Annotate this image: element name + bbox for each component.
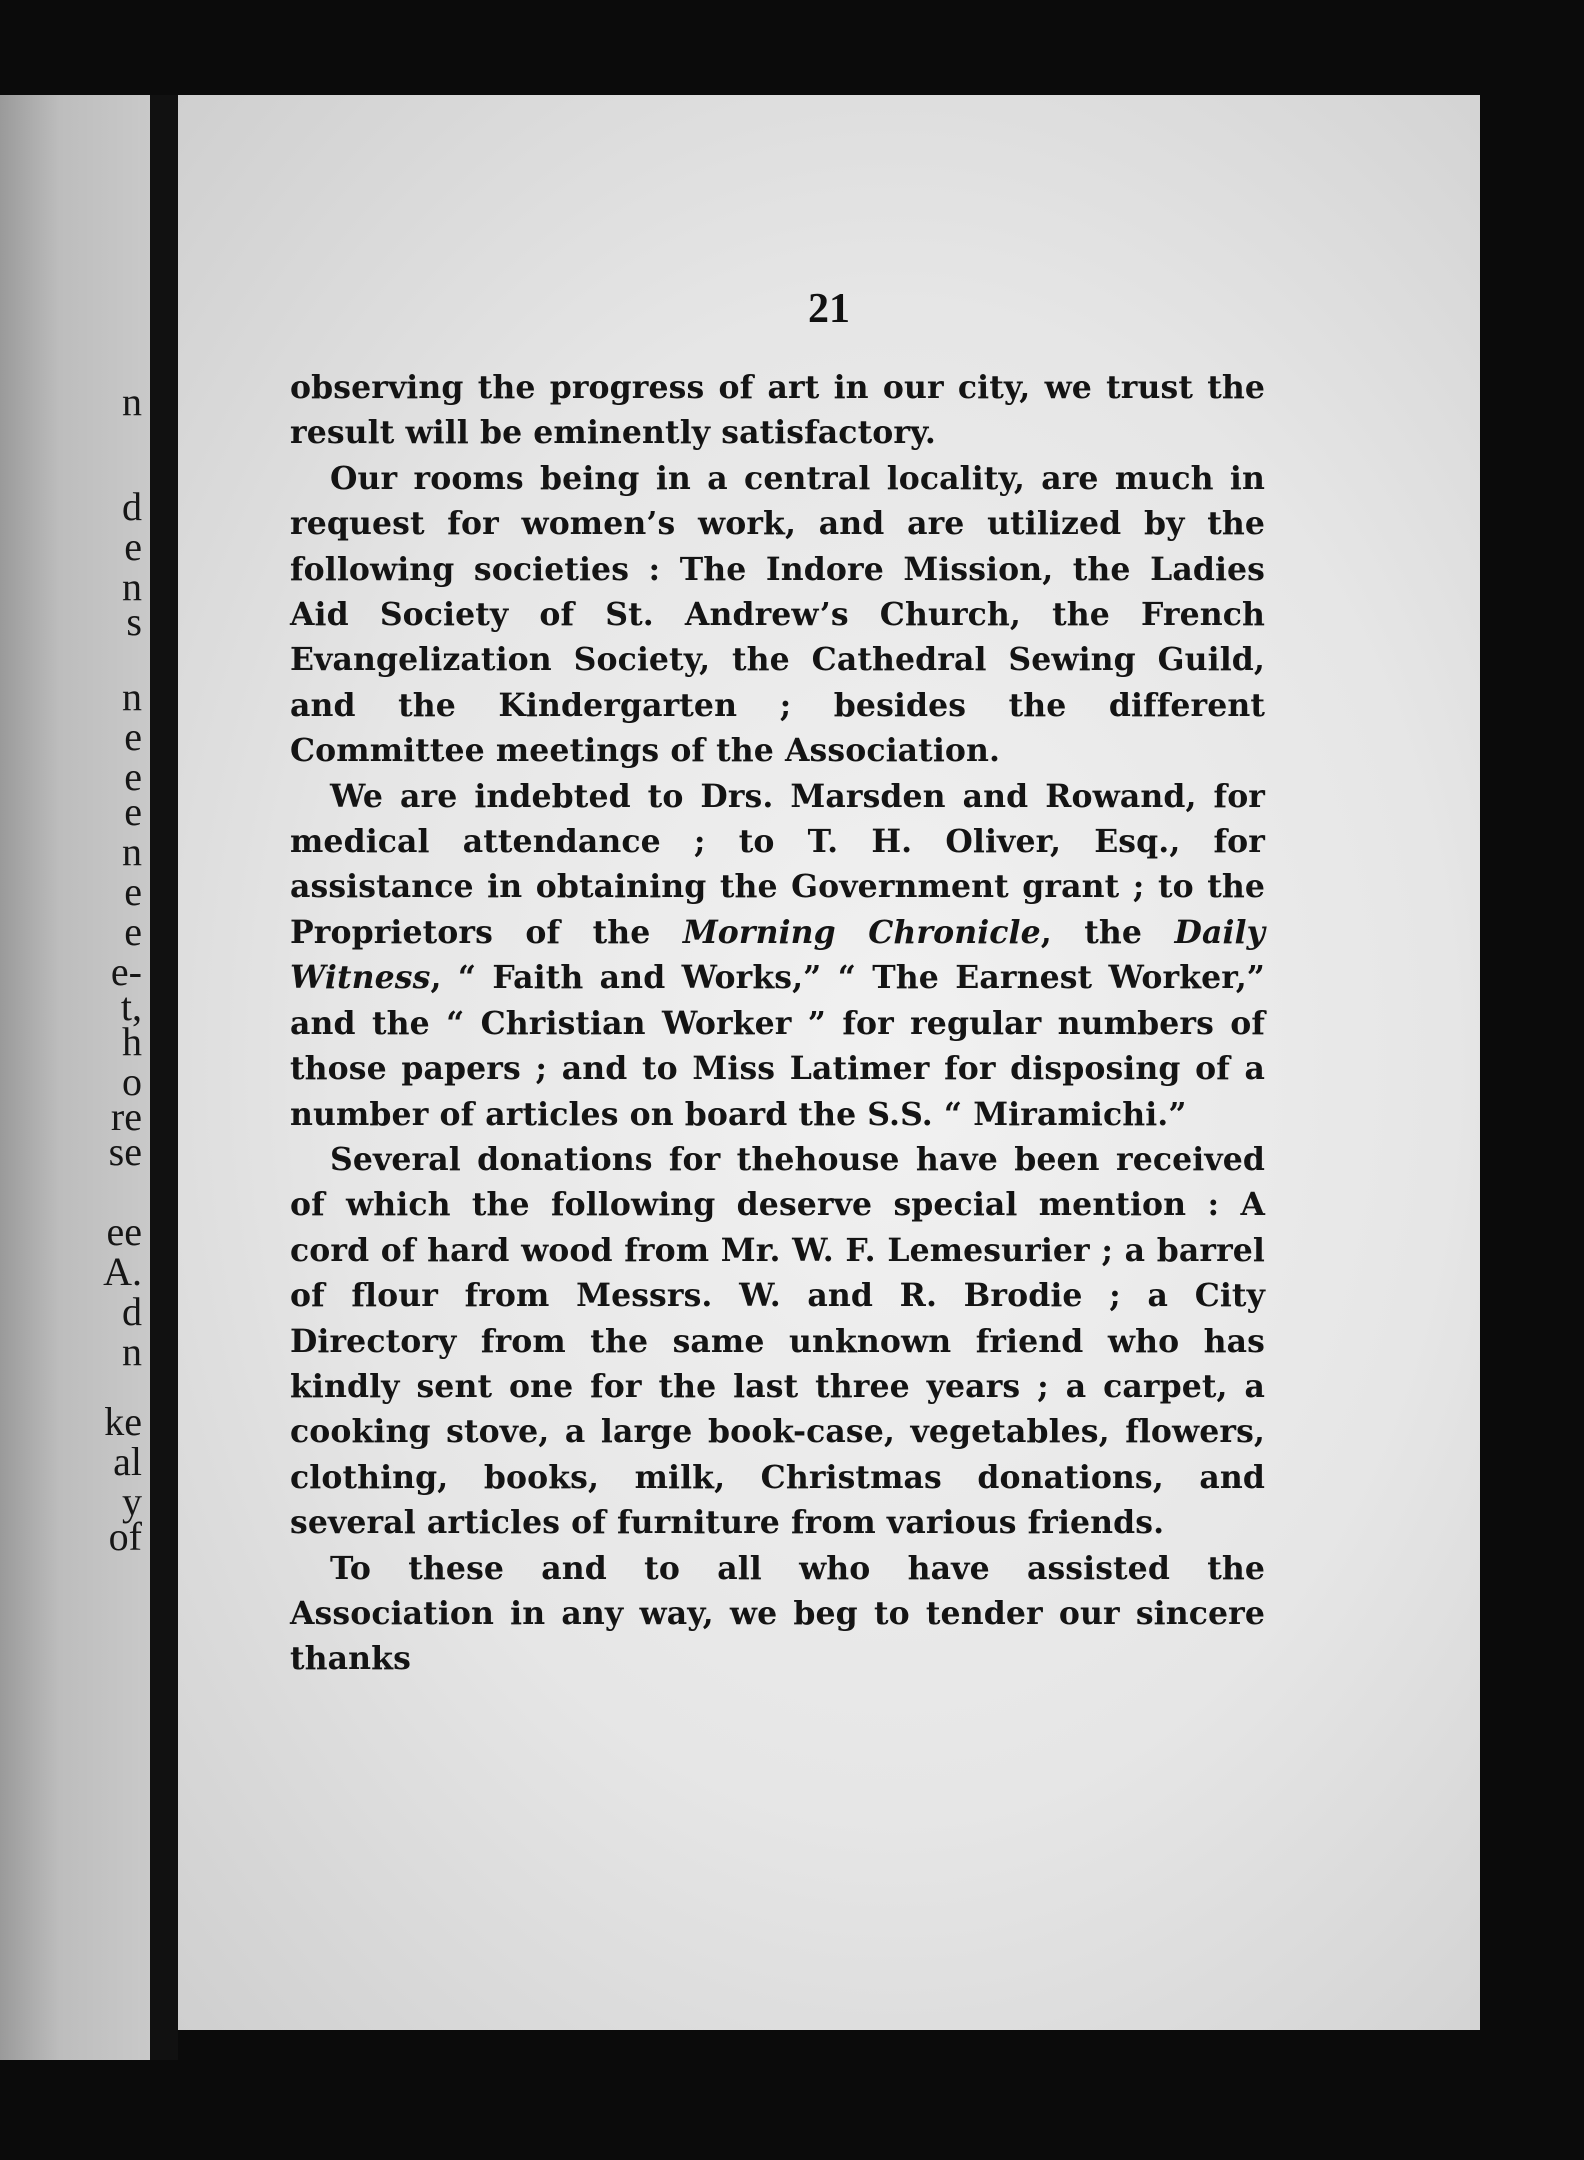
- left-fragment: d: [122, 484, 142, 529]
- left-fragment: e: [124, 714, 142, 759]
- left-fragment: e: [124, 869, 142, 914]
- left-fragment: n: [122, 1329, 142, 1374]
- page-body-text: [290, 365, 1265, 1682]
- italic-text: Daily Witness: [290, 913, 1265, 997]
- left-page-edge: [0, 95, 150, 2060]
- text-run: We are indebted to Drs. Marsden and Rowand, for medical attendance ; to T. H. Oliver, Esq., for assistance in obtaining the Government grant ; to the Proprietors of the: [290, 777, 1265, 951]
- left-fragment: d: [122, 1289, 142, 1334]
- left-fragment: s: [126, 599, 142, 644]
- text-run: Our rooms being in a central locality, are much in request for women’s work, and are utilized by the following societies : The Indore Mission, the Ladies Aid Society of St. Andrew’s Church, the French Evangelization Society, the Cathedral Sewing Guild, and the Kindergarten ; besides the different Committee meetings of the Association.: [290, 459, 1265, 770]
- left-fragment: e: [124, 789, 142, 834]
- text-run: Several donations for thehouse have been received of which the following deserve special mention : A cord of hard wood from Mr. W. F. Lemesurier ; a barrel of flour from Messrs. W. and R. Brodie ; a City Directory from the same unknown friend who has kindly sent one for the last three years ; a carpet, a cooking stove, a large book-case, vegetables, flowers, clothing, books, milk, Christmas donations, and several articles of furniture from various friends.: [290, 1140, 1265, 1542]
- left-fragment: t,: [120, 984, 142, 1029]
- left-fragment: o: [122, 1059, 142, 1104]
- left-fragment: e: [124, 909, 142, 954]
- left-fragment: re: [110, 1094, 142, 1139]
- text-run: To these and to all who have assisted the Association in any way, we beg to tender our sincere thanks: [290, 1549, 1265, 1678]
- right-page: [178, 95, 1480, 2030]
- left-fragment: n: [122, 829, 142, 874]
- left-fragment: ee: [106, 1209, 142, 1254]
- left-fragment: A.: [103, 1249, 142, 1294]
- left-fragment: of: [108, 1514, 142, 1559]
- text-run: , the: [1040, 913, 1175, 951]
- page-number: 21: [808, 286, 850, 332]
- left-page-text-fragments: [0, 95, 150, 2060]
- left-fragment: y: [122, 1479, 142, 1524]
- left-fragment: h: [122, 1019, 142, 1064]
- paragraph: [290, 456, 1265, 774]
- left-fragment: n: [122, 564, 142, 609]
- left-fragment: e: [124, 754, 142, 799]
- left-fragment: n: [122, 674, 142, 719]
- paragraph: [290, 1137, 1265, 1546]
- text-run: observing the progress of art in our city, we trust the result will be eminently satisfactory.: [290, 369, 1265, 452]
- paragraph: [290, 774, 1265, 1137]
- left-fragment: e: [124, 524, 142, 569]
- page-gutter: [150, 95, 178, 2060]
- left-fragment: ke: [104, 1399, 142, 1444]
- left-fragment: se: [108, 1129, 142, 1174]
- italic-text: Morning Chronicle: [682, 913, 1041, 951]
- paragraph: [290, 365, 1265, 456]
- left-fragment: n: [122, 379, 142, 424]
- text-run: , “ Faith and Works,” “ The Earnest Worker,” and the “ Christian Worker ” for regular numbers of those papers ; and to Miss Latimer for disposing of a number of articles on board the S.S. “ Miramichi.”: [290, 959, 1265, 1133]
- paragraph: [290, 1546, 1265, 1682]
- left-fragment: e-: [110, 949, 142, 994]
- left-fragment: al: [113, 1439, 142, 1484]
